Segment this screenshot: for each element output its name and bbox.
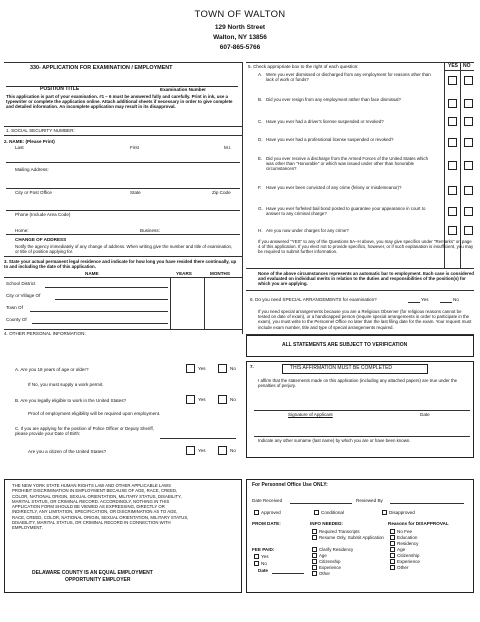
years-column: YEARS: [176, 271, 192, 276]
question-letter: F.: [258, 185, 262, 190]
question-text: Were you ever dismissed or discharged from any employment for reasons other than lack of work or funds?: [266, 72, 431, 83]
info-checkbox[interactable]: [312, 529, 317, 534]
question-text: Are you now under charges for any crime?: [266, 228, 349, 233]
fee-no-option[interactable]: [254, 561, 267, 566]
info-item-label: Clarify Residency: [319, 547, 354, 552]
q6-no-label: No: [453, 297, 459, 302]
affirmation-number: 7.: [250, 364, 254, 369]
top-rule-right: [246, 62, 474, 63]
question-text: Have you ever had a driver's license suspended or revoked?: [266, 119, 384, 124]
fee-yes-checkbox[interactable]: [254, 554, 259, 559]
other-surname-label: Indicate any other surname (last name) by which you are or have been known.: [258, 438, 411, 443]
reason-item[interactable]: [390, 535, 417, 540]
rule: [4, 277, 242, 278]
reason-checkbox[interactable]: [390, 535, 395, 540]
town-of-label: Town Of: [6, 305, 23, 310]
reason-item-label: Other: [397, 565, 409, 570]
info-checkbox[interactable]: [312, 571, 317, 576]
info-item[interactable]: [312, 559, 386, 564]
first-name-label: First: [130, 145, 139, 150]
info-checkbox[interactable]: [312, 559, 317, 564]
column-divider: [242, 62, 243, 334]
reason-item-label: Experience: [397, 559, 420, 564]
q5h-yes-checkbox[interactable]: [448, 226, 457, 235]
other-info-label: 4. OTHER PERSONAL INFORMATION:: [4, 331, 86, 336]
phone-number: 607-865-5766: [219, 44, 261, 51]
reason-item[interactable]: [390, 541, 418, 546]
business-phone-label[interactable]: Business:: [140, 228, 160, 233]
reason-item-label: Age: [397, 547, 406, 552]
reason-checkbox[interactable]: [390, 541, 395, 546]
months-divider: [204, 277, 205, 329]
phone-field-line[interactable]: [6, 234, 240, 235]
work-permit-note: If No, you must supply a work permit.: [28, 382, 104, 387]
q5g-yes-checkbox[interactable]: [448, 207, 457, 216]
q5f-yes-checkbox[interactable]: [448, 186, 457, 195]
eligible-yes-label: Yes: [198, 397, 206, 402]
reason-item-label: Residency: [397, 541, 419, 546]
q5g-no-checkbox[interactable]: [464, 207, 473, 216]
conditional-checkbox[interactable]: [314, 510, 319, 515]
city-village-line[interactable]: [55, 299, 168, 300]
name-column: NAME: [85, 271, 99, 276]
street-address: 129 North Street: [214, 24, 266, 31]
question-text: Have you ever had a professional license suspended or revoked?: [266, 137, 394, 142]
mailing-label: Mailing Address:: [15, 167, 49, 172]
info-item-label: Resume Only, Submit Application: [319, 535, 384, 540]
yes-no-divider: [460, 62, 461, 268]
county-of-label: County Of: [6, 317, 27, 322]
age-yes-checkbox[interactable]: [186, 364, 195, 373]
ssn-label[interactable]: 1. SOCIAL SECURITY NUMBER:: [6, 128, 75, 133]
info-checkbox[interactable]: [312, 547, 317, 552]
date-label: Date: [420, 412, 430, 417]
approved-checkbox[interactable]: [254, 510, 259, 515]
q5e-yes-checkbox[interactable]: [448, 161, 457, 170]
disapproval-reasons-label: Reasons for DISAPPROVAL: [388, 521, 449, 526]
question-letter: G.: [258, 206, 263, 211]
disapproved-option[interactable]: [382, 510, 415, 515]
reason-checkbox[interactable]: [390, 553, 395, 558]
prom-date-label: PROM DATE:: [252, 521, 281, 526]
last-name-label: Last: [15, 145, 24, 150]
reason-item-label: No Fee: [397, 529, 413, 534]
intro-text: This application is part of your examination. #1 – 6 must be answered fully and carefully. Print in ink, use a typewriter or complete the application online. Attach additional sheets if necessary in order to give complete and detailed information. An incomplete application may result in its disapproval.: [6, 94, 233, 110]
approved-label: Approved: [261, 510, 281, 515]
question-letter: B.: [258, 97, 263, 102]
mailing-field-line[interactable]: [6, 188, 240, 189]
law-notice-text: THE NEW YORK STATE HUMAN RIGHTS LAW AND OTHER APPLICABLE LAWS PROHIBIT DISCRIMINATION IN EMPLOYMENT BECAUSE OF AGE, RACE, CREED, COLOR, NATIONAL ORIGIN, SEXUAL ORIENTATION, MILITARY STATUS, DISABILITY, MARITAL STATUS, OR CRIMINAL RECORD. ACCORDINGLY, NOTHING IN THIS APPLICATION FORM SHOULD BE VIEWED AS EXPRESSING, DIRECTLY OR INDIRECTLY, ANY LIMITATION, SPECIFICATION, OR DISCRIMINATION AS TO AGE, RACE, CREED, COLOR, NATIONAL ORIGIN, SEXUAL ORIENTATION, MILITARY STATUS, DISABILITY, MARITAL STATUS, OR CRIMINAL RECORD IN CONNECTION WITH EMPLOYMENT.: [12, 483, 189, 531]
q5a-no-checkbox[interactable]: [464, 76, 473, 85]
info-needed-label: INFO NEEDED:: [310, 521, 343, 526]
rule: [246, 268, 474, 269]
exam-number-label: Examination Number: [160, 87, 206, 92]
years-divider: [170, 277, 171, 329]
school-district-line[interactable]: [45, 287, 168, 288]
fee-yes-label: Yes: [261, 554, 269, 559]
q5d-no-checkbox[interactable]: [464, 138, 473, 147]
top-rule-left: [4, 62, 242, 63]
info-item[interactable]: [312, 565, 386, 570]
check-box-instruction: 5. Check appropriate box to the right of each question:: [248, 64, 359, 69]
question-text: Did you ever resign from any employment rather than face dismissal?: [266, 97, 401, 102]
rule: [4, 256, 242, 257]
eligible-no-label: No: [230, 397, 236, 402]
rule: [4, 329, 242, 330]
state-label: State: [130, 190, 141, 195]
rule: [4, 135, 242, 136]
disapproved-label: Disapproved: [389, 510, 415, 515]
q5h-no-checkbox[interactable]: [464, 226, 473, 235]
question-letter: E.: [258, 156, 263, 161]
signature-line[interactable]: [254, 410, 470, 411]
office-use-title: For Personnel Office Use ONLY:: [252, 482, 328, 488]
reason-item[interactable]: [390, 553, 419, 558]
city-address: Walton, NY 13856: [213, 34, 267, 41]
age-question: A. Are you 18 years of age or older?: [15, 367, 89, 372]
eeo-line-2: OPPORTUNITY EMPLOYER: [65, 577, 131, 583]
no-bar-note: None of the above circumstances represents an automatic bar to employment. Each case is considered and evaluated on individual merits in relation to the duties and responsibilities of the position(s) for which you are applying.: [258, 271, 474, 287]
reviewed-by-line[interactable]: [390, 503, 464, 504]
special-arrangements-question: 6. Do you need SPECIAL ARRANGEMENTS for examination?: [250, 297, 377, 302]
county-of-line[interactable]: [32, 323, 168, 324]
question-letter: D.: [258, 137, 263, 142]
phone-label: Phone (Include Area Code): [15, 212, 71, 217]
disapproved-checkbox[interactable]: [382, 510, 387, 515]
fee-yes-option[interactable]: [254, 554, 269, 559]
reason-item-label: Education: [397, 535, 418, 540]
fee-no-label: No: [261, 561, 267, 566]
reviewed-by-label[interactable]: Reviewed By: [356, 498, 383, 503]
q5c-no-checkbox[interactable]: [464, 117, 473, 126]
reason-item[interactable]: [390, 565, 409, 570]
info-item-label: Age: [319, 553, 327, 558]
change-address-title: CHANGE OF ADDRESS: [15, 237, 67, 242]
yes-column-header: YES: [448, 63, 459, 69]
info-item-label: Other: [319, 571, 330, 576]
fee-paid-label: FEE PAID:: [252, 547, 275, 552]
info-item[interactable]: [312, 529, 386, 534]
info-checkbox[interactable]: [312, 535, 317, 540]
age-no-checkbox[interactable]: [218, 364, 227, 373]
yes-left-border: [444, 62, 445, 268]
verification-notice: ALL STATEMENTS ARE SUBJECT TO VERIFICATION: [282, 342, 408, 348]
reason-item-label: Citizenship: [397, 553, 420, 558]
citizen-no-checkbox[interactable]: [218, 446, 227, 455]
info-item-label: Required Transcripts: [319, 529, 360, 534]
affirmation-title: THIS AFFIRMATION MUST BE COMPLETED: [290, 365, 393, 371]
q5b-yes-checkbox[interactable]: [448, 99, 457, 108]
info-item[interactable]: [312, 571, 386, 576]
q5a-yes-checkbox[interactable]: [448, 76, 457, 85]
approved-option[interactable]: [254, 510, 281, 515]
special-arrangements-text: If you need special arrangements because you are a Religious Observer (for religious reasons cannot be tested on date of exam), or a handicapped person (require special arrangements in order to participate in the exam), you must write to the Personnel Office no later than the last filing date for the exam. Your request must include exam number, title and type of special arrangements required.: [258, 309, 472, 330]
q5e-no-checkbox[interactable]: [464, 161, 473, 170]
eligible-no-checkbox[interactable]: [218, 395, 227, 404]
reason-checkbox[interactable]: [390, 547, 395, 552]
info-checkbox[interactable]: [312, 565, 317, 570]
reason-checkbox[interactable]: [390, 559, 395, 564]
reason-checkbox[interactable]: [390, 529, 395, 534]
reason-item[interactable]: [390, 547, 405, 552]
date-received-line[interactable]: [290, 503, 352, 504]
eligible-yes-checkbox[interactable]: [186, 395, 195, 404]
eligibility-question: B. Are you legally eligible to work in the United States?: [15, 398, 127, 403]
residence-question: 3. State your actual permanent legal residence and indicate for how long you have resided there continually, up to and including the date of this application.: [4, 259, 237, 270]
home-phone-label[interactable]: Home:: [15, 228, 29, 233]
citizen-yes-checkbox[interactable]: [186, 446, 195, 455]
q5f-no-checkbox[interactable]: [464, 186, 473, 195]
fee-date-line[interactable]: [272, 573, 304, 574]
reason-checkbox[interactable]: [390, 565, 395, 570]
info-item[interactable]: [312, 547, 386, 552]
question-text: Did you ever receive a discharge from the Armed Forces of the United States which was other than "Honorable" or which was issued under other than honorable circumstances?: [266, 156, 429, 172]
mi-label: M.I.: [224, 145, 232, 150]
age-no-label: No: [230, 366, 236, 371]
rule: [4, 126, 242, 127]
town-title: TOWN OF WALTON: [194, 9, 286, 20]
q6-yes-line[interactable]: [408, 302, 420, 303]
reason-item[interactable]: [390, 559, 420, 564]
zip-label: Zip Code: [212, 190, 231, 195]
position-title-label: POSITION TITLE: [40, 86, 80, 92]
date-received-label[interactable]: Date Received: [252, 498, 283, 503]
eeo-line-1: DELAWARE COUNTY IS AN EQUAL EMPLOYMENT: [32, 570, 153, 576]
question-text: Have you ever forfeited bail bond posted to guarantee your appearance in court to answer to any criminal charge?: [266, 206, 426, 217]
q6-no-line[interactable]: [440, 302, 452, 303]
city-village-label: City or Village Of: [6, 293, 41, 298]
rule: [444, 70, 474, 71]
citizen-no-label: No: [230, 448, 236, 453]
name-field-line[interactable]: [6, 162, 240, 163]
info-item-label: Experience: [319, 565, 341, 570]
months-column: MONTHS: [210, 271, 230, 276]
info-item[interactable]: [312, 535, 386, 540]
q5b-no-checkbox[interactable]: [464, 99, 473, 108]
info-item-label: Citizenship: [319, 559, 341, 564]
info-item[interactable]: [312, 553, 386, 558]
affirmation-text: I affirm that the statements made on this application (including any attached papers) are true under the penalties of perjury.: [258, 378, 458, 389]
q5d-yes-checkbox[interactable]: [448, 138, 457, 147]
question-text: Have you ever been convicted of any crime (felony or misdemeanor)?: [266, 185, 402, 190]
no-column-header: NO: [463, 63, 471, 69]
q5c-yes-checkbox[interactable]: [448, 117, 457, 126]
dob-question: C. If you are applying for the position of Police Officer or Deputy Sheriff, please provide your Date of Birth:: [15, 426, 154, 437]
citizen-yes-label: Yes: [198, 448, 206, 453]
rule: [246, 290, 474, 291]
school-district-label: School District: [6, 281, 36, 286]
fee-no-checkbox[interactable]: [254, 561, 259, 566]
signature-label: Signature of Applicant: [288, 412, 333, 417]
conditional-label: Conditional: [321, 510, 344, 515]
question-letter: H.: [258, 228, 263, 233]
surname-line[interactable]: [254, 436, 470, 437]
city-po-label: City or Post Office: [15, 190, 52, 195]
info-checkbox[interactable]: [312, 553, 317, 558]
citizen-question: Are you a citizen of the United States?: [28, 449, 107, 454]
dob-field-line[interactable]: [160, 438, 236, 439]
change-address-text: Notify the agency immediately of any change of address. When writing give the number and title of examination, or title of position applying for.: [15, 244, 233, 255]
fee-date-label: Date: [258, 568, 268, 573]
city-field-line[interactable]: [6, 210, 240, 211]
age-yes-label: Yes: [198, 366, 206, 371]
q6-yes-label: Yes: [421, 297, 429, 302]
question-letter: A.: [258, 72, 263, 77]
conditional-option[interactable]: [314, 510, 344, 515]
form-title: 330- APPLICATION FOR EXAMINATION / EMPLOYMENT: [30, 65, 173, 71]
yes-answer-note: If you answered "YES" to any of the Questions 5A–H above, you may give specifics under "Remarks" on page 4 of this application. If you elect not to provide specifics, however, or if such explanation is insufficient, you may be required to submit further information.: [258, 239, 474, 255]
town-of-line[interactable]: [30, 311, 168, 312]
reason-item[interactable]: [390, 529, 412, 534]
eligibility-note: Proof of employment eligibility will be required upon employment.: [28, 411, 161, 416]
question-letter: C.: [258, 119, 263, 124]
name-label: 2. NAME: (Please Print): [4, 139, 55, 144]
